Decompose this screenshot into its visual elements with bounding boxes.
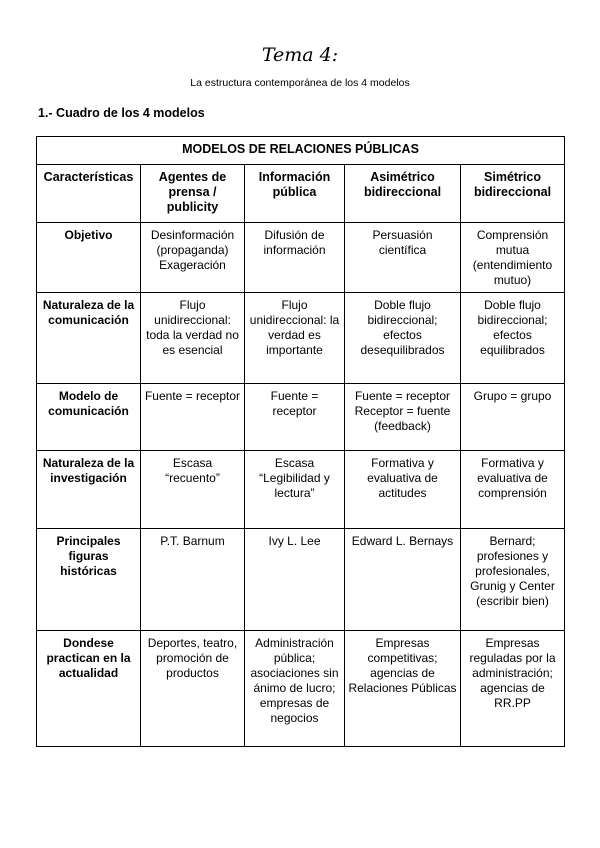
table-row <box>37 451 565 529</box>
table-row <box>37 223 565 293</box>
table-header-row <box>37 165 565 223</box>
page-title: Tema 4: <box>261 44 339 66</box>
table-cell: Difusión de información <box>245 223 345 293</box>
table-cell: Flujo unidireccional: la verdad es importante <box>245 293 345 384</box>
models-table <box>36 136 565 747</box>
table-cell: Grupo = grupo <box>461 384 565 451</box>
table-cell: Administración pública; asociaciones sin ánimo de lucro; empresas de negocios <box>245 631 345 747</box>
section-heading: 1.- Cuadro de los 4 modelos <box>38 106 205 120</box>
table-cell: Deportes, teatro, promoción de productos <box>141 631 245 747</box>
table-cell: Desinformación (propaganda) Exageración <box>141 223 245 293</box>
table-cell: Comprensión mutua (entendimiento mutuo) <box>461 223 565 293</box>
column-header: Características <box>37 165 141 223</box>
table-cell: Fuente = receptor <box>245 384 345 451</box>
row-label: Modelo de comunicación <box>37 384 141 451</box>
table-row <box>37 384 565 451</box>
table-row <box>37 631 565 747</box>
table-cell: Formativa y evaluativa de actitudes <box>345 451 461 529</box>
row-label: Naturaleza de la investigación <box>37 451 141 529</box>
row-label: Dondese practican en la actualidad <box>37 631 141 747</box>
table-cell: P.T. Barnum <box>141 529 245 631</box>
row-label: Principales figuras históricas <box>37 529 141 631</box>
table-cell: Doble flujo bidireccional; efectos desequilibrados <box>345 293 461 384</box>
table-cell: Formativa y evaluativa de comprensión <box>461 451 565 529</box>
table-cell: Escasa “recuento” <box>141 451 245 529</box>
column-header: Asimétrico bidireccional <box>345 165 461 223</box>
column-header: Agentes de prensa / publicity <box>141 165 245 223</box>
table-cell: Flujo unidireccional: toda la verdad no es esencial <box>141 293 245 384</box>
row-label: Objetivo <box>37 223 141 293</box>
table-row <box>37 293 565 384</box>
page-subtitle: La estructura contemporánea de los 4 modelos <box>190 77 410 89</box>
table-cell: Escasa “Legibilidad y lectura” <box>245 451 345 529</box>
column-header: Simétrico bidireccional <box>461 165 565 223</box>
table-cell: Fuente = receptor <box>141 384 245 451</box>
column-header: Información pública <box>245 165 345 223</box>
table-cell: Empresas competitivas; agencias de Relaciones Públicas <box>345 631 461 747</box>
table-row <box>37 529 565 631</box>
table-cell: Edward L. Bernays <box>345 529 461 631</box>
table-cell: Persuasión científica <box>345 223 461 293</box>
table-cell: Ivy L. Lee <box>245 529 345 631</box>
table-cell: Empresas reguladas por la administración; agencias de RR.PP <box>461 631 565 747</box>
table-cell: Bernard; profesiones y profesionales, Grunig y Center (escribir bien) <box>461 529 565 631</box>
table-cell: Fuente = receptor Receptor = fuente (feedback) <box>345 384 461 451</box>
table-title: MODELOS DE RELACIONES PÚBLICAS <box>37 137 565 165</box>
table-cell: Doble flujo bidireccional; efectos equilibrados <box>461 293 565 384</box>
row-label: Naturaleza de la comunicación <box>37 293 141 384</box>
